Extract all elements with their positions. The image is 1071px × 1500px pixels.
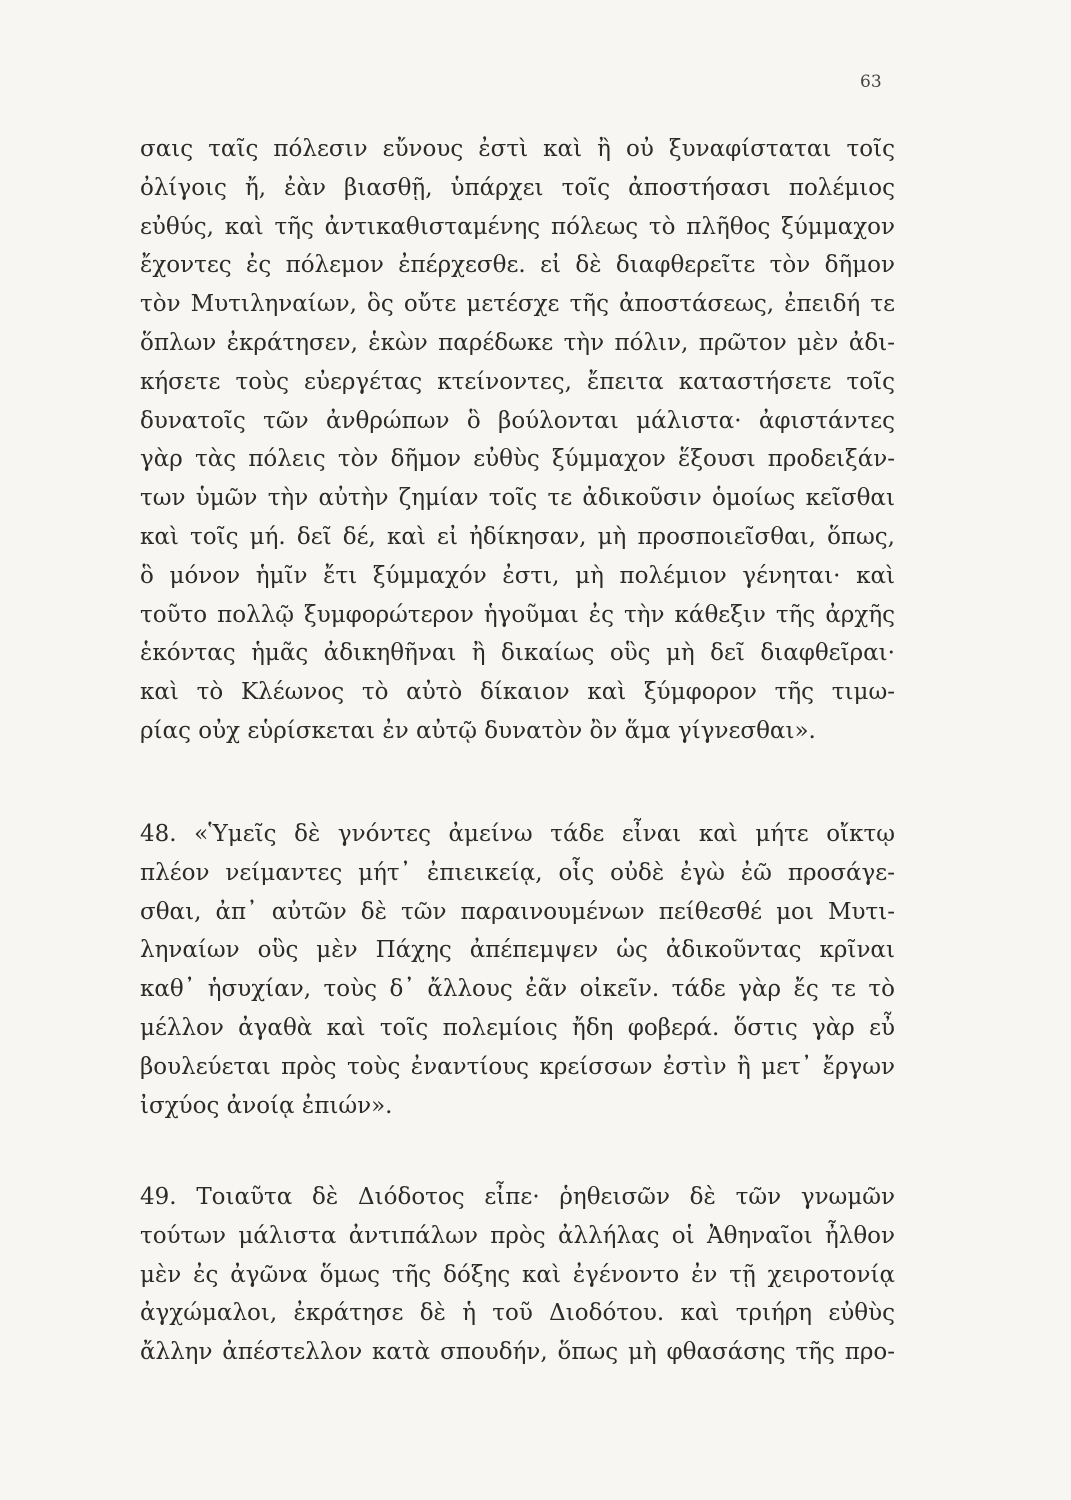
- text-line: μὲν ἐς ἀγῶνα ὅμως τῆς δόξης καὶ ἐγένοντο ἐν τῇ χειροτονίᾳ: [140, 1261, 895, 1288]
- text-line: ἀγχώμαλοι, ἐκράτησε δὲ ἡ τοῦ Διοδότου. καὶ τριήρη εὐθὺς: [140, 1300, 895, 1327]
- text-line: ἰσχύος ἀνοίᾳ ἐπιών».: [140, 1092, 393, 1119]
- text-line: γὰρ τὰς πόλεις τὸν δῆμον εὐθὺς ξύμμαχον ἕξουσι προδειξάν-: [140, 446, 895, 473]
- text-line: ὃ μόνον ἡμῖν ἔτι ξύμμαχόν ἐστι, μὴ πολέμιον γένηται· καὶ: [140, 562, 895, 589]
- text-line: σθαι, ἀπ᾽ αὐτῶν δὲ τῶν παραινουμένων πείθεσθέ μοι Μυτι-: [140, 898, 895, 925]
- text-line: καὶ τὸ Κλέωνος τὸ αὐτὸ δίκαιον καὶ ξύμφορον τῆς τιμω-: [140, 679, 895, 706]
- text-line: ἑκόντας ἡμᾶς ἀδικηθῆναι ἢ δικαίως οὓς μὴ δεῖ διαφθεῖραι·: [140, 640, 895, 667]
- text-line: εὐθύς, καὶ τῆς ἀντικαθισταμένης πόλεως τὸ πλῆθος ξύμμαχον: [140, 213, 895, 240]
- text-line: των ὑμῶν τὴν αὐτὴν ζημίαν τοῖς τε ἀδικοῦσιν ὁμοίως κεῖσθαι: [140, 485, 895, 512]
- text-line: σαις ταῖς πόλεσιν εὔνους ἐστὶ καὶ ἢ οὐ ξυναφίσταται τοῖς: [140, 136, 895, 162]
- text-line: ληναίων οὓς μὲν Πάχης ἀπέπεμψεν ὡς ἀδικοῦντας κρῖναι: [140, 937, 895, 964]
- text-line: ὀλίγοις ἤ, ἐὰν βιασθῇ, ὑπάρχει τοῖς ἀποστήσασι πολέμιος: [140, 174, 895, 201]
- text-line: τοῦτο πολλῷ ξυμφορώτερον ἡγοῦμαι ἐς τὴν κάθεξιν τῆς ἀρχῆς: [140, 601, 895, 628]
- text-line: 49. Τοιαῦτα δὲ Διόδοτος εἶπε· ῥηθεισῶν δὲ τῶν γνωμῶν: [140, 1184, 895, 1210]
- text-line: καὶ τοῖς μή. δεῖ δέ, καὶ εἰ ἠδίκησαν, μὴ προσποιεῖσθαι, ὅπως,: [140, 523, 895, 550]
- text-line: ἄλλην ἀπέστελλον κατὰ σπουδήν, ὅπως μὴ φθασάσης τῆς προ-: [140, 1339, 895, 1366]
- text-line: καθ᾽ ἡσυχίαν, τοὺς δ᾽ ἄλλους ἐᾶν οἰκεῖν. τάδε γὰρ ἔς τε τὸ: [140, 976, 895, 1003]
- text-line: τὸν Μυτιληναίων, ὃς οὔτε μετέσχε τῆς ἀποστάσεως, ἐπειδή τε: [140, 291, 895, 318]
- text-line: 48. «Ὑμεῖς δὲ γνόντες ἀμείνω τάδε εἶναι καὶ μήτε οἴκτῳ: [140, 821, 895, 847]
- text-line: ἔχοντες ἐς πόλεμον ἐπέρχεσθε. εἰ δὲ διαφθερεῖτε τὸν δῆμον: [140, 252, 895, 279]
- paragraph-49: [140, 1178, 895, 1372]
- text-line: πλέον νείμαντες μήτ᾽ ἐπιεικείᾳ, οἷς οὐδὲ ἐγὼ ἐῶ προσάγε-: [140, 859, 895, 886]
- text-line: μέλλον ἀγαθὰ καὶ τοῖς πολεμίοις ἤδη φοβερά. ὅστις γὰρ εὖ: [140, 1014, 895, 1041]
- text-line: ρίας οὐχ εὑρίσκεται ἐν αὐτῷ δυνατὸν ὂν ἅμα γίγνεσθαι».: [140, 717, 816, 744]
- paragraph-1: [140, 130, 895, 751]
- text-line: ὅπλων ἐκράτησεν, ἑκὼν παρέδωκε τὴν πόλιν, πρῶτον μὲν ἀδι-: [140, 329, 895, 356]
- text-line: βουλεύεται πρὸς τοὺς ἐναντίους κρείσσων ἐστὶν ἢ μετ᾽ ἔργων: [140, 1053, 895, 1080]
- paragraph-48: [140, 815, 895, 1125]
- text-line: τούτων μάλιστα ἀντιπάλων πρὸς ἀλλήλας οἱ Ἀθηναῖοι ἦλθον: [140, 1222, 895, 1249]
- text-line: κήσετε τοὺς εὐεργέτας κτείνοντες, ἔπειτα καταστήσετε τοῖς: [140, 368, 895, 395]
- text-line: δυνατοῖς τῶν ἀνθρώπων ὃ βούλονται μάλιστα· ἀφιστάντες: [140, 407, 895, 434]
- page-number: 63: [860, 72, 882, 92]
